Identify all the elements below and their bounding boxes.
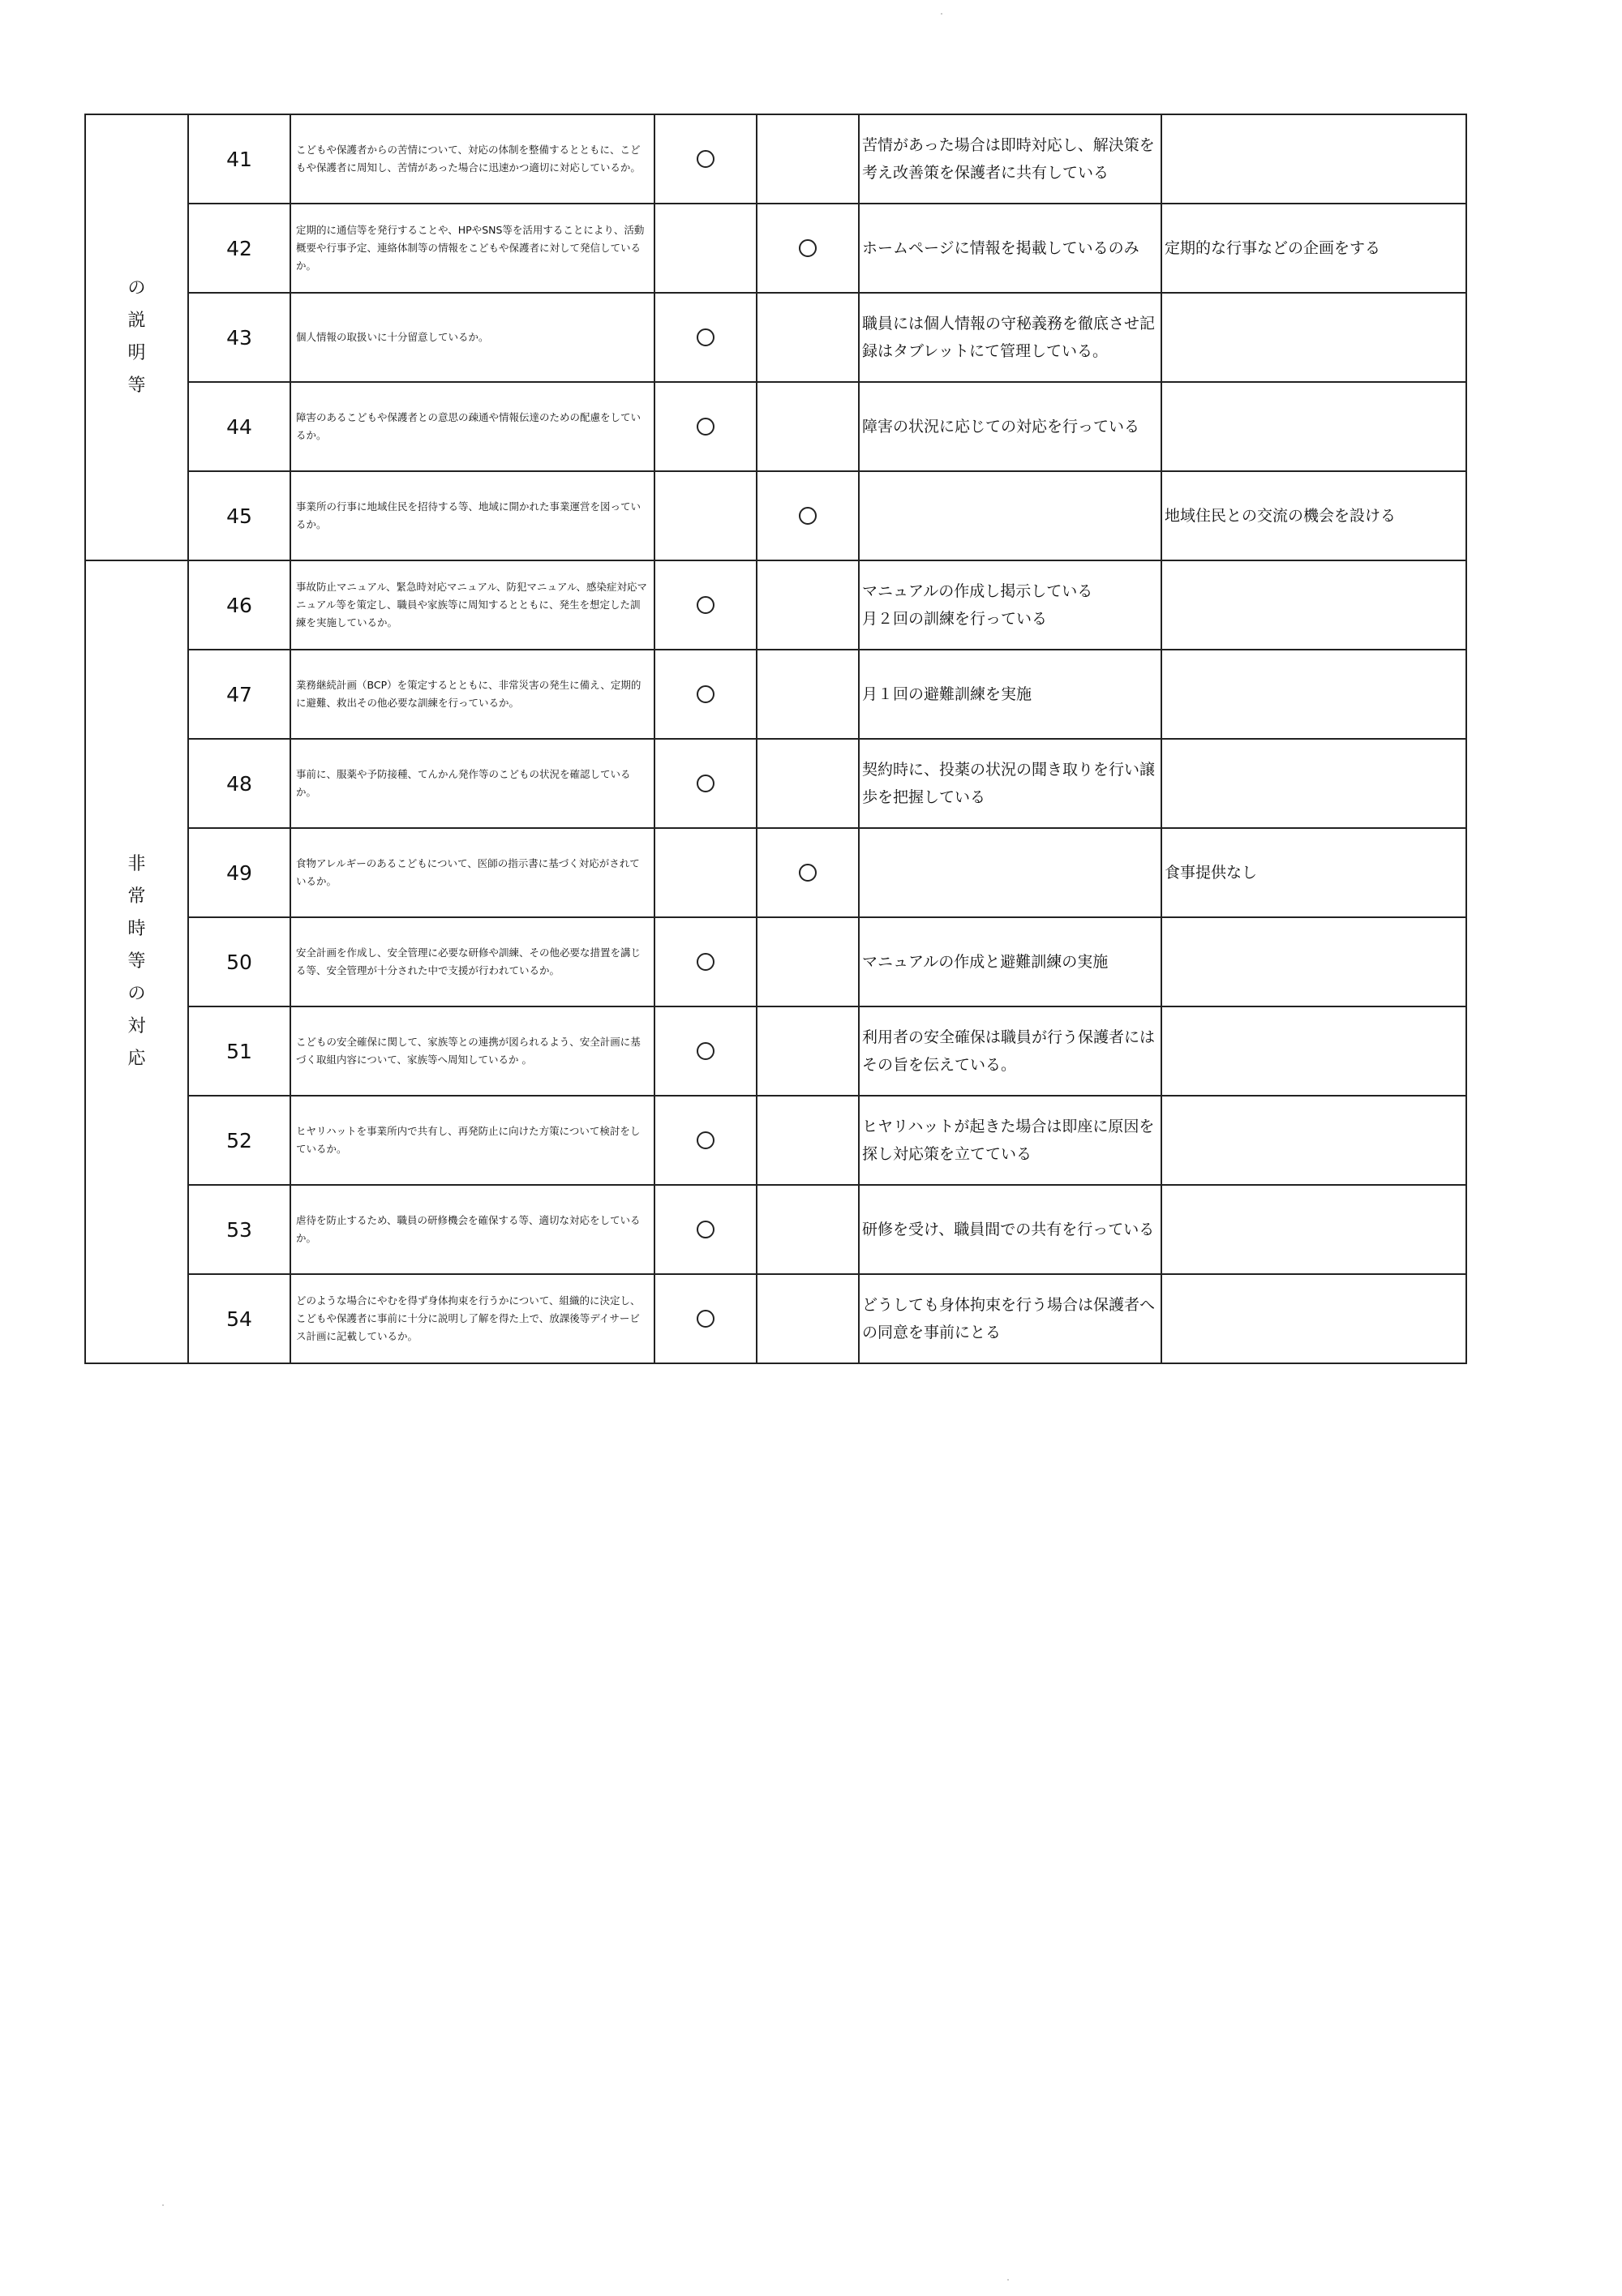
section-char: 対 <box>127 1016 146 1036</box>
no-circle-mark <box>799 507 817 525</box>
question-text: 事業所の行事に地域住民を招待する等、地域に開かれた事業運営を図っているか。 <box>290 471 654 560</box>
yes-cell <box>654 114 757 204</box>
improvement-plan-note <box>1161 1274 1466 1363</box>
no-cell <box>757 471 859 560</box>
current-status-note: マニュアルの作成し掲示している 月２回の訓練を行っている <box>859 560 1161 650</box>
question-text: 事前に、服薬や予防接種、てんかん発作等のこどもの状況を確認しているか。 <box>290 739 654 828</box>
no-cell <box>757 1096 859 1185</box>
current-status-note: どうしても身体拘束を行う場合は保護者への同意を事前にとる <box>859 1274 1161 1363</box>
section-label-explanation <box>85 114 188 560</box>
question-text: どのような場合にやむを得ず身体拘束を行うかについて、組織的に決定し、こどもや保護者に事前に十分に説明し了解を得た上で、放課後等デイサービス計画に記載しているか。 <box>290 1274 654 1363</box>
yes-cell <box>654 828 757 917</box>
yes-cell <box>654 471 757 560</box>
no-cell <box>757 382 859 471</box>
table-row <box>85 114 1466 204</box>
no-circle-mark <box>799 239 817 257</box>
yes-cell <box>654 560 757 650</box>
yes-cell <box>654 1096 757 1185</box>
question-text: 事故防止マニュアル、緊急時対応マニュアル、防犯マニュアル、感染症対応マニュアル等を策定し、職員や家族等に周知するとともに、発生を想定した訓練を実施しているか。 <box>290 560 654 650</box>
question-text: 業務継続計画（BCP）を策定するとともに、非常災害の発生に備え、定期的に避難、救出その他必要な訓練を行っているか。 <box>290 650 654 739</box>
table-row <box>85 204 1466 293</box>
question-text: こどもの安全確保に関して、家族等との連携が図られるよう、安全計画に基づく取組内容について、家族等へ周知しているか 。 <box>290 1006 654 1096</box>
yes-circle-mark <box>697 150 714 168</box>
question-text: 定期的に通信等を発行することや、HPやSNS等を活用することにより、活動概要や行事予定、連絡体制等の情報をこどもや保護者に対して発信しているか。 <box>290 204 654 293</box>
question-text: 個人情報の取扱いに十分留意しているか。 <box>290 293 654 382</box>
table-body <box>85 114 1466 1363</box>
no-cell <box>757 1185 859 1274</box>
yes-circle-mark <box>697 1131 714 1149</box>
improvement-plan-note: 食事提供なし <box>1161 828 1466 917</box>
no-circle-mark <box>799 864 817 882</box>
no-cell <box>757 1006 859 1096</box>
no-cell <box>757 293 859 382</box>
item-number: 45 <box>188 471 290 560</box>
section-char: 非 <box>127 854 146 874</box>
yes-circle-mark <box>697 953 714 971</box>
item-number: 42 <box>188 204 290 293</box>
question-text: 障害のあるこどもや保護者との意思の疎通や情報伝達のための配慮をしているか。 <box>290 382 654 471</box>
table-row <box>85 293 1466 382</box>
item-number: 46 <box>188 560 290 650</box>
table-row <box>85 1006 1466 1096</box>
section-char: 応 <box>127 1049 146 1069</box>
no-cell <box>757 739 859 828</box>
table-row <box>85 382 1466 471</box>
item-number: 53 <box>188 1185 290 1274</box>
improvement-plan-note <box>1161 1185 1466 1274</box>
yes-cell <box>654 204 757 293</box>
no-cell <box>757 828 859 917</box>
improvement-plan-note <box>1161 739 1466 828</box>
yes-circle-mark <box>697 1042 714 1060</box>
question-text: 虐待を防止するため、職員の研修機会を確保する等、適切な対応をしているか。 <box>290 1185 654 1274</box>
item-number: 49 <box>188 828 290 917</box>
yes-cell <box>654 739 757 828</box>
current-status-note: ホームページに情報を掲載しているのみ <box>859 204 1161 293</box>
yes-circle-mark <box>697 775 714 792</box>
current-status-note: 職員には個人情報の守秘義務を徹底させ記録はタブレットにて管理している。 <box>859 293 1161 382</box>
yes-circle-mark <box>697 596 714 614</box>
item-number: 50 <box>188 917 290 1006</box>
yes-circle-mark <box>697 418 714 436</box>
table-row <box>85 471 1466 560</box>
improvement-plan-note <box>1161 1006 1466 1096</box>
yes-circle-mark <box>697 1221 714 1238</box>
current-status-note: マニュアルの作成と避難訓練の実施 <box>859 917 1161 1006</box>
table-row <box>85 828 1466 917</box>
improvement-plan-note <box>1161 382 1466 471</box>
improvement-plan-note <box>1161 114 1466 204</box>
improvement-plan-note: 定期的な行事などの企画をする <box>1161 204 1466 293</box>
yes-cell <box>654 1274 757 1363</box>
improvement-plan-note: 地域住民との交流の機会を設ける <box>1161 471 1466 560</box>
current-status-note: 障害の状況に応じての対応を行っている <box>859 382 1161 471</box>
question-text: ヒヤリハットを事業所内で共有し、再発防止に向けた方策について検討をしているか。 <box>290 1096 654 1185</box>
section-char: 常 <box>127 886 146 907</box>
current-status-note: ヒヤリハットが起きた場合は即座に原因を探し対応策を立てている <box>859 1096 1161 1185</box>
yes-cell <box>654 382 757 471</box>
item-number: 43 <box>188 293 290 382</box>
table-row <box>85 650 1466 739</box>
current-status-note: 契約時に、投薬の状況の聞き取りを行い譲歩を把握している <box>859 739 1161 828</box>
current-status-note: 研修を受け、職員間での共有を行っている <box>859 1185 1161 1274</box>
improvement-plan-note <box>1161 650 1466 739</box>
yes-cell <box>654 1006 757 1096</box>
yes-cell <box>654 1185 757 1274</box>
no-cell <box>757 560 859 650</box>
no-cell <box>757 114 859 204</box>
current-status-note: 利用者の安全確保は職員が行う保護者にはその旨を伝えている。 <box>859 1006 1161 1096</box>
item-number: 54 <box>188 1274 290 1363</box>
question-text: 食物アレルギーのあるこどもについて、医師の指示書に基づく対応がされているか。 <box>290 828 654 917</box>
current-status-note: 月１回の避難訓練を実施 <box>859 650 1161 739</box>
current-status-note <box>859 828 1161 917</box>
section-char: の <box>127 278 146 298</box>
item-number: 41 <box>188 114 290 204</box>
table-row <box>85 1274 1466 1363</box>
section-char: 明 <box>127 343 146 363</box>
improvement-plan-note <box>1161 293 1466 382</box>
section-char: 説 <box>127 311 146 331</box>
item-number: 52 <box>188 1096 290 1185</box>
question-text: 安全計画を作成し、安全管理に必要な研修や訓練、その他必要な措置を講じる等、安全管理が十分された中で支援が行われているか。 <box>290 917 654 1006</box>
yes-cell <box>654 293 757 382</box>
item-number: 51 <box>188 1006 290 1096</box>
table-row <box>85 739 1466 828</box>
current-status-note <box>859 471 1161 560</box>
yes-circle-mark <box>697 328 714 346</box>
no-cell <box>757 1274 859 1363</box>
no-cell <box>757 204 859 293</box>
yes-cell <box>654 650 757 739</box>
yes-cell <box>654 917 757 1006</box>
yes-circle-mark <box>697 685 714 703</box>
current-status-note: 苦情があった場合は即時対応し、解決策を考え改善策を保護者に共有している <box>859 114 1161 204</box>
no-cell <box>757 650 859 739</box>
improvement-plan-note <box>1161 1096 1466 1185</box>
table-row <box>85 1185 1466 1274</box>
table-row <box>85 917 1466 1006</box>
section-char: の <box>127 984 146 1004</box>
question-text: こどもや保護者からの苦情について、対応の体制を整備するとともに、こどもや保護者に周知し、苦情があった場合に迅速かつ適切に対応しているか。 <box>290 114 654 204</box>
section-char: 等 <box>127 376 146 396</box>
no-cell <box>757 917 859 1006</box>
improvement-plan-note <box>1161 560 1466 650</box>
table-row <box>85 1096 1466 1185</box>
item-number: 47 <box>188 650 290 739</box>
item-number: 44 <box>188 382 290 471</box>
table-row <box>85 560 1466 650</box>
improvement-plan-note <box>1161 917 1466 1006</box>
section-char: 時 <box>127 919 146 939</box>
self-evaluation-table <box>84 114 1467 1364</box>
section-label-emergency <box>85 560 188 1363</box>
yes-circle-mark <box>697 1310 714 1328</box>
item-number: 48 <box>188 739 290 828</box>
section-char: 等 <box>127 951 146 972</box>
